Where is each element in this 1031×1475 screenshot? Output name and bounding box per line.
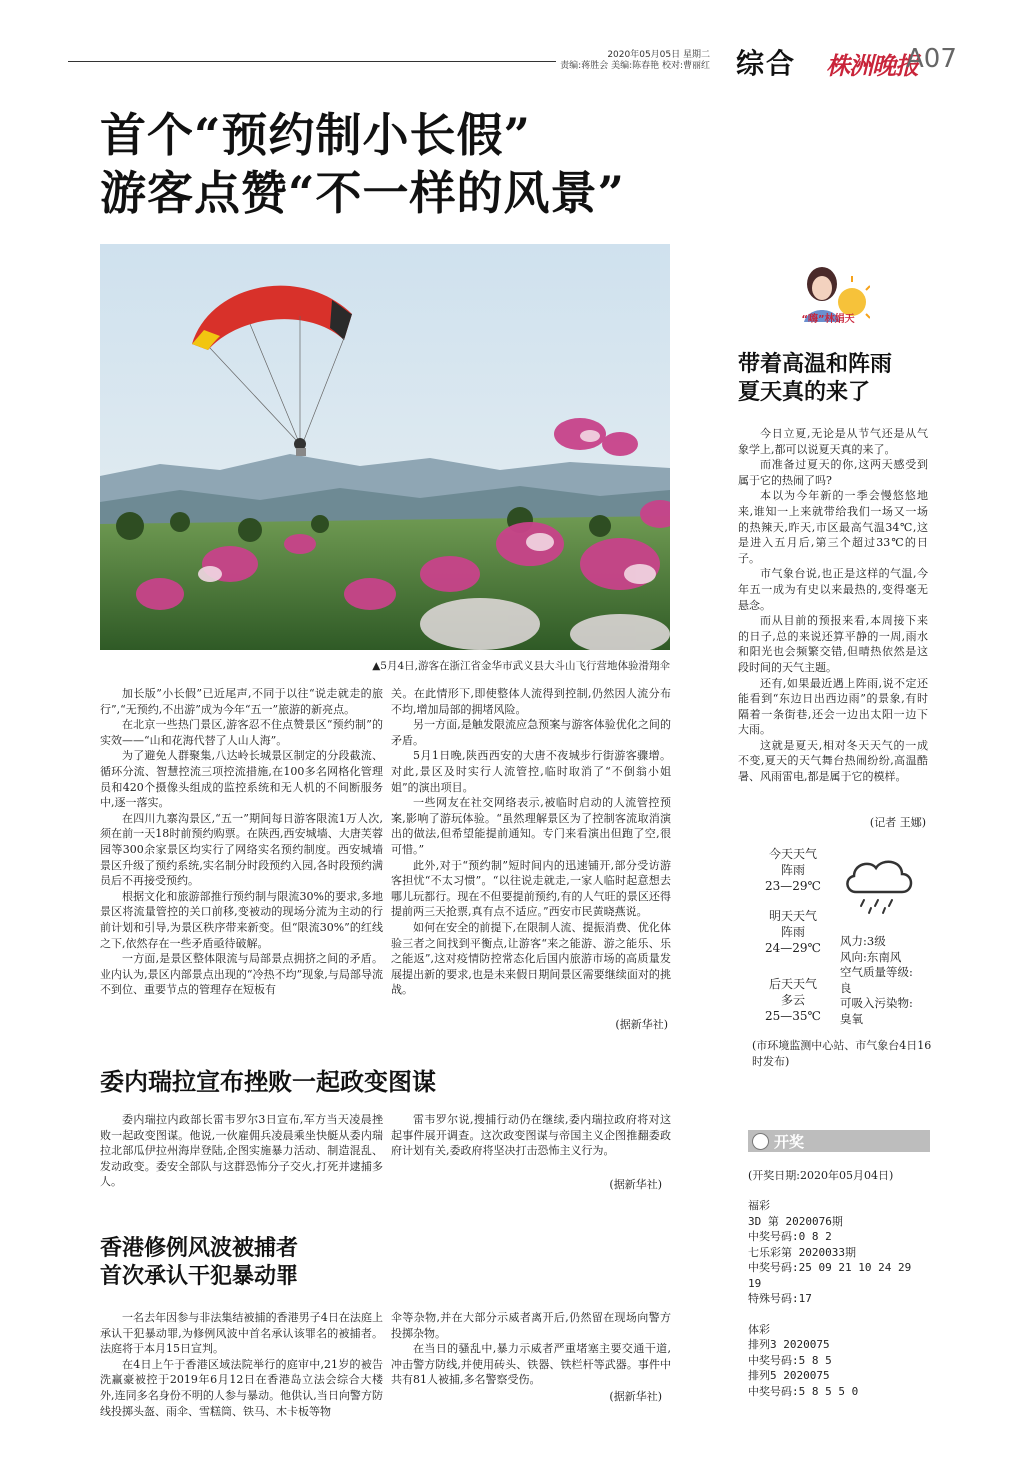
weather-today — [748, 846, 838, 894]
columnist-badge — [786, 262, 870, 332]
weather-tomorrow-condition: 阵雨 — [780, 925, 805, 939]
section-title: 综合 — [736, 47, 797, 80]
weather-today-condition: 阵雨 — [780, 863, 805, 877]
header-rule — [68, 61, 556, 62]
lottery-title-bar — [748, 1130, 930, 1152]
column-credit: (记者 王娜) — [869, 816, 926, 829]
column-body — [738, 426, 928, 785]
hongkong-col2 — [391, 1310, 671, 1388]
paragraph: 在4日上午于香港区域法院举行的庭审中,21岁的被告洗赢豪被控于2019年6月12日在香港岛立法会综合大楼外,连同多名身份不明的人参与暴动。他供认,当日向警方防线投掷头盔、雨伞、雪糕筒、铁马、木卡板等物 — [100, 1357, 383, 1418]
pollutant-label: 可吸入污染物: — [840, 996, 913, 1010]
weather-details — [840, 934, 936, 1027]
pl3-issue: 排列3 2020075 — [748, 1338, 830, 1351]
paragraph: 而准备过夏天的你,这两天感受到属于它的热闹了吗? — [738, 458, 928, 487]
lottery-date: (开奖日期:2020年05月04日) — [748, 1169, 894, 1182]
weather-after-temp: 25—35℃ — [765, 1009, 821, 1023]
lottery-title: 开奖 — [774, 1133, 805, 1151]
weather-today-temp: 23—29℃ — [765, 879, 821, 893]
photo-illustration — [100, 244, 670, 650]
weather-source: (市环境监测中心站、市气象台4日16时发布) — [752, 1039, 932, 1068]
paragraph: 伞等杂物,并在大部分示威者离开后,仍然留在现场向警方投掷杂物。 — [391, 1311, 671, 1340]
weather-tomorrow-temp: 24—29℃ — [765, 941, 821, 955]
pollutant-value: 臭氧 — [840, 1011, 863, 1026]
paragraph: 这就是夏天,相对冬天天气的一成不变,夏天的天气舞台热闹纷纷,高温酷暑、风雨雷电,都是属于它的模样。 — [738, 738, 928, 784]
paragraph: 在当日的骚乱中,暴力示威者严重堵塞主要交通干道,冲击警方防线,并使用砖头、铁器、铁栏杆等武器。事件中共有81人被捕,多名警察受伤。 — [391, 1342, 671, 1387]
paragraph: 根据文化和旅游部推行预约制与限流30%的要求,多地景区将流量管控的关口前移,变被动的现场分流为主动的行前计划和引导,为景区秩序带来新变。但“限流30%”的红线之下,依然存在一些矛盾亟待破解。 — [100, 889, 383, 950]
column-headline — [738, 350, 938, 406]
weather-today-label: 今天天气 — [768, 847, 817, 861]
paragraph: 雷韦罗尔说,搜捕行动仍在继续,委内瑞拉政府将对这起事件展开调查。这次政变图谋与帝国主义企图推翻委政府计划有关,委政府将坚决打击恐怖主义行为。 — [391, 1113, 671, 1158]
column-headline-line-1: 带着高温和阵雨 — [738, 351, 893, 377]
hongkong-headline-line-1: 香港修例风波被捕者 — [100, 1235, 299, 1261]
paragraph: 另一方面,是触发限流应急预案与游客体验优化之间的矛盾。 — [391, 718, 671, 747]
main-headline — [100, 106, 740, 222]
aqi-label: 空气质量等级: — [840, 965, 913, 979]
pl5-issue: 排列5 2020075 — [748, 1369, 830, 1382]
staff-line: 责编:蒋胜会 美编:陈春艳 校对:曹丽红 — [560, 61, 710, 71]
hongkong-credit: (据新华社) — [609, 1390, 662, 1403]
lottery-bullet-icon — [752, 1133, 769, 1150]
paraglider-photo — [100, 244, 670, 650]
paragraph: 如何在安全的前提下,在限制人流、提振消费、优化体验三者之间找到平衡点,让游客“来之能游、游之能乐、乐之能返”,这对疫情防控常态化后国内旅游市场的高质量发展提出新的要求,也是未来假日期间景区需要继续面对的挑战。 — [391, 920, 671, 997]
paragraph: 今日立夏,无论是从节气还是从气象学上,都可以说夏天真的来了。 — [738, 427, 928, 456]
wind-level: 风力:3级 — [840, 934, 886, 948]
hongkong-headline — [100, 1234, 500, 1290]
paragraph: 一些网友在社交网络表示,被临时启动的人流管控预案,影响了游玩体验。“虽然理解景区为了控制客流取消演出的做法,但希望能提前通知。专门来看演出但跑了空,很可惜。” — [391, 796, 671, 856]
paragraph: 在四川九寨沟景区,“五一”期间每日游客限流1万人次,须在前一天18时前预约购票。在陕西,西安城墙、大唐芙蓉园等300余家景区均实行了网络实名预约制度。西安城墙景区升级了预约系统,实名制分时段预约入园,各时段预约满员后不再接受预约。 — [100, 811, 383, 888]
headline-line-1: 首个“预约制小长假” — [100, 108, 531, 162]
paragraph: 加长版”小长假”已近尾声,不同于以往“说走就走的旅行”,“无预约,不出游”成为今年“五一”旅游的新亮点。 — [100, 687, 383, 716]
qlc-numbers: 中奖号码:25 09 21 10 24 29 19 — [748, 1261, 912, 1290]
rain-cloud-icon — [842, 852, 916, 916]
paragraph: 此外,对于“预约制”短时间内的迅速铺开,部分受访游客担忧“不太习惯”。“以往说走就走,一家人临时起意想去哪儿玩都行。现在不但要提前预约,有的人气旺的景区还得提前两三天抢票,真有点不适应。”西安市民黄晓燕说。 — [391, 858, 671, 919]
paragraph: 而从目前的预报来看,本周接下来的日子,总的来说还算平静的一周,雨水和阳光也会频繁交错,但晴热依然是这段时间的天气主题。 — [738, 614, 928, 674]
ticai-label: 体彩 — [748, 1322, 770, 1336]
date-line: 2020年05月05日 星期二 — [607, 50, 710, 60]
paragraph: 还有,如果最近遇上阵雨,说不定还能看到“东边日出西边雨”的景象,有时隔着一条街巷,还会一边出太阳一边下大雨。 — [738, 676, 928, 737]
weather-after — [748, 976, 838, 1024]
lottery-results — [748, 1198, 930, 1399]
venezuela-col1 — [100, 1112, 383, 1190]
header-meta — [560, 50, 710, 72]
qlc-issue: 七乐彩第 2020033期 — [748, 1245, 856, 1259]
paragraph: 市气象台说,也正是这样的气温,今年五一成为有史以来最热的,变得毫无悬念。 — [738, 567, 928, 612]
hongkong-col1 — [100, 1310, 383, 1419]
pl5-numbers: 中奖号码:5 8 5 5 0 — [748, 1384, 859, 1398]
weather-tomorrow-label: 明天天气 — [768, 909, 817, 923]
paragraph: 5月1日晚,陕西西安的大唐不夜城步行街游客骤增。对此,景区及时实行人流管控,临时取消了“不倒翁小姐姐”的演出项目。 — [391, 749, 671, 794]
wind-direction: 风向:东南风 — [840, 949, 902, 964]
columnist-badge-label: “嗨”林娟天 — [801, 314, 855, 325]
paragraph: 一方面,是景区整体限流与局部景点拥挤之间的矛盾。业内认为,景区内部景点出现的“冷热不均”现象,与局部导流不到位、重要节点的管理存在短板有 — [100, 952, 383, 997]
main-story-col1 — [100, 686, 383, 998]
main-story-col2 — [391, 686, 671, 998]
paragraph: 为了避免人群聚集,八达岭长城景区制定的分段截流、循环分流、智慧控流三项控流措施,在100多名网格化管理员和420个摄像头组成的监控系统和无人机的不间断服务中,逐一落实。 — [100, 749, 383, 810]
column-headline-line-2: 夏天真的来了 — [738, 379, 871, 405]
weather-after-label: 后天天气 — [768, 977, 817, 991]
fc3d-numbers: 中奖号码:0 8 2 — [748, 1230, 832, 1243]
page-number: A07 — [906, 44, 957, 74]
pl3-numbers: 中奖号码:5 8 5 — [748, 1353, 832, 1367]
paragraph: 在北京一些热门景区,游客忍不住点赞景区“预约制”的实效——“山和花海代替了人山人海”。 — [100, 718, 383, 747]
paragraph: 关。在此情形下,即使整体人流得到控制,仍然因人流分布不均,增加局部的拥堵风险。 — [391, 687, 671, 716]
aqi-value: 良 — [840, 980, 852, 995]
venezuela-headline: 委内瑞拉宣布挫败一起政变图谋 — [100, 1067, 436, 1096]
venezuela-col2 — [391, 1112, 671, 1159]
fucai-label: 福彩 — [748, 1199, 770, 1212]
paragraph: 委内瑞拉内政部长雷韦罗尔3日宣布,军方当天凌晨挫败一起政变图谋。他说,一伙雇佣兵凌晨乘坐快艇从委内瑞拉北部瓜伊拉州海岸登陆,企图实施暴力活动、制造混乱、发动政变。委安全部队与这群恐怖分子交火,打死并逮捕多人。 — [100, 1113, 383, 1189]
main-story-credit: (据新华社) — [615, 1018, 668, 1031]
hongkong-headline-line-2: 首次承认干犯暴动罪 — [100, 1263, 299, 1289]
weather-after-condition: 多云 — [780, 993, 805, 1007]
fc3d-issue: 3D 第 2020076期 — [748, 1214, 843, 1228]
qlc-special: 特殊号码:17 — [748, 1292, 812, 1305]
weather-tomorrow — [748, 908, 838, 956]
headline-line-2: 游客点赞“不一样的风景” — [100, 166, 625, 220]
venezuela-credit: (据新华社) — [609, 1178, 662, 1191]
newspaper-logo: 株洲晚报 — [826, 51, 918, 80]
paragraph: 本以为今年新的一季会慢悠悠地来,谁知一上来就带给我们一场又一场的热辣天,昨天,市区最高气温34℃,这是进入五月后,第三个超过33℃的日子。 — [738, 489, 928, 565]
photo-caption: ▲5月4日,游客在浙江省金华市武义县大斗山飞行营地体验滑翔伞 — [372, 660, 670, 672]
paragraph: 一名去年因参与非法集结被捕的香港男子4日在法庭上承认干犯暴动罪,为修例风波中首名承认该罪名的被捕者。法庭将于本月15日宣判。 — [100, 1311, 383, 1356]
